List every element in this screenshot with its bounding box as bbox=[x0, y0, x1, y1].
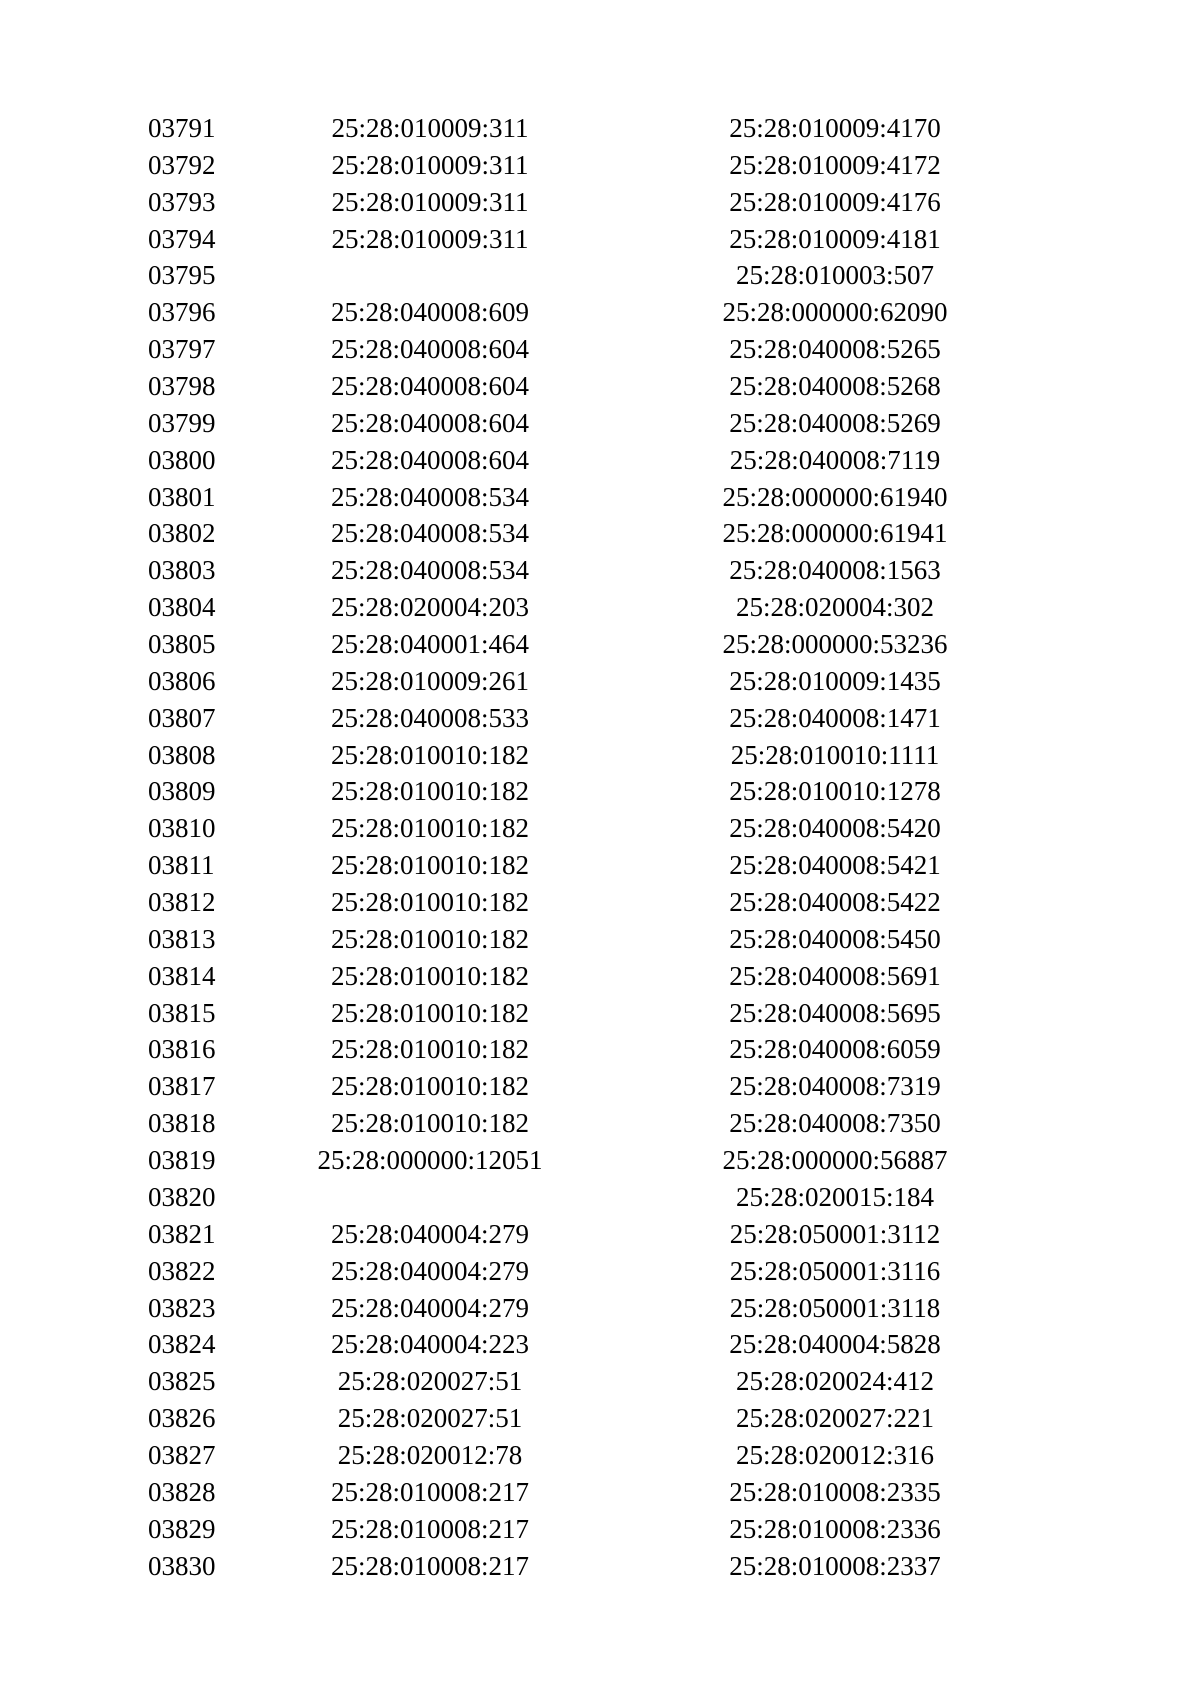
cadastral-number-child: 25:28:020027:221 bbox=[735, 1403, 934, 1434]
table-row bbox=[0, 1290, 1200, 1327]
row-number: 03800 bbox=[148, 444, 216, 475]
cadastral-number-parent: 25:28:010008:217 bbox=[330, 1513, 529, 1544]
cadastral-number-parent: 25:28:010009:311 bbox=[331, 223, 529, 254]
cadastral-number-child: 25:28:000000:61940 bbox=[722, 481, 948, 512]
cadastral-number-parent: 25:28:040008:534 bbox=[330, 481, 529, 512]
table-row bbox=[0, 257, 1200, 294]
cadastral-number-parent: 25:28:020012:78 bbox=[337, 1439, 523, 1470]
table-row bbox=[0, 995, 1200, 1032]
cadastral-number-parent: 25:28:020004:203 bbox=[330, 592, 529, 623]
table-row bbox=[0, 147, 1200, 184]
table-row bbox=[0, 958, 1200, 995]
table-row bbox=[0, 1068, 1200, 1105]
table-row bbox=[0, 1031, 1200, 1068]
table-row bbox=[0, 1142, 1200, 1179]
table-row bbox=[0, 589, 1200, 626]
row-number: 03802 bbox=[148, 518, 216, 549]
table-row bbox=[0, 1216, 1200, 1253]
cadastral-number-child: 25:28:010009:4170 bbox=[729, 113, 941, 143]
cadastral-number-child: 25:28:020024:412 bbox=[735, 1366, 934, 1397]
cadastral-number-child: 25:28:040008:7319 bbox=[729, 1071, 941, 1102]
table-row bbox=[0, 184, 1200, 221]
table-row bbox=[0, 1326, 1200, 1363]
cadastral-number-child: 25:28:040008:5450 bbox=[729, 923, 941, 954]
row-number: 03807 bbox=[148, 702, 216, 733]
cadastral-number-child: 25:28:040008:5269 bbox=[729, 407, 941, 438]
row-number: 03815 bbox=[148, 997, 216, 1028]
table-row bbox=[0, 110, 1200, 147]
table-row bbox=[0, 1400, 1200, 1437]
cadastral-number-parent: 25:28:020027:51 bbox=[337, 1366, 523, 1397]
table-row bbox=[0, 515, 1200, 552]
table-row bbox=[0, 884, 1200, 921]
cadastral-number-parent: 25:28:010010:182 bbox=[330, 887, 529, 918]
cadastral-number-child: 25:28:010009:1435 bbox=[729, 665, 941, 696]
cadastral-number-child: 25:28:010010:1111 bbox=[730, 739, 940, 770]
cadastral-number-child: 25:28:020015:184 bbox=[735, 1181, 934, 1212]
cadastral-number-child: 25:28:040008:5695 bbox=[729, 997, 941, 1028]
row-number: 03809 bbox=[148, 776, 216, 807]
cadastral-number-parent: 25:28:040008:604 bbox=[330, 444, 529, 475]
table-row bbox=[0, 1105, 1200, 1142]
table-row bbox=[0, 368, 1200, 405]
cadastral-number-child: 25:28:040008:5421 bbox=[729, 850, 941, 881]
row-number: 03825 bbox=[148, 1366, 216, 1397]
cadastral-number-parent: 25:28:010008:217 bbox=[330, 1476, 529, 1507]
table-row bbox=[0, 1511, 1200, 1548]
cadastral-number-child: 25:28:010008:2336 bbox=[729, 1513, 941, 1544]
cadastral-number-child: 25:28:000000:56887 bbox=[722, 1145, 948, 1176]
table-row bbox=[0, 331, 1200, 368]
cadastral-number-parent: 25:28:040004:223 bbox=[330, 1329, 529, 1360]
row-number: 03823 bbox=[148, 1292, 216, 1323]
cadastral-number-parent: 25:28:000000:12051 bbox=[317, 1145, 543, 1176]
row-number: 03817 bbox=[148, 1071, 216, 1102]
row-number: 03830 bbox=[148, 1550, 216, 1581]
row-number: 03803 bbox=[148, 555, 216, 586]
cadastral-number-parent: 25:28:010010:182 bbox=[330, 1071, 529, 1102]
cadastral-number-parent: 25:28:020027:51 bbox=[337, 1403, 523, 1434]
row-number: 03806 bbox=[148, 665, 216, 696]
table-row bbox=[0, 1179, 1200, 1216]
cadastral-number-child: 25:28:040008:6059 bbox=[729, 1034, 941, 1065]
table-row bbox=[0, 405, 1200, 442]
cadastral-number-parent: 25:28:040008:604 bbox=[330, 371, 529, 402]
cadastral-number-parent: 25:28:040008:604 bbox=[330, 334, 529, 365]
table-row bbox=[0, 921, 1200, 958]
row-number: 03812 bbox=[148, 887, 216, 918]
table-row bbox=[0, 1548, 1200, 1585]
table-row bbox=[0, 626, 1200, 663]
row-number: 03794 bbox=[148, 223, 216, 254]
row-number: 03821 bbox=[148, 1218, 216, 1249]
cadastral-number-parent: 25:28:040004:279 bbox=[330, 1292, 529, 1323]
cadastral-number-parent: 25:28:040008:534 bbox=[330, 518, 529, 549]
row-number: 03826 bbox=[148, 1403, 216, 1434]
cadastral-number-child: 25:28:000000:62090 bbox=[722, 297, 948, 328]
cadastral-number-child: 25:28:040008:1471 bbox=[729, 702, 941, 733]
cadastral-number-parent: 25:28:010008:217 bbox=[330, 1550, 529, 1581]
row-number: 03822 bbox=[148, 1255, 216, 1286]
cadastral-number-parent: 25:28:040008:604 bbox=[330, 407, 529, 438]
table-row bbox=[0, 1363, 1200, 1400]
cadastral-number-child: 25:28:040008:5265 bbox=[729, 334, 941, 365]
row-number: 03797 bbox=[148, 334, 216, 365]
table-row bbox=[0, 700, 1200, 737]
cadastral-number-parent: 25:28:040008:533 bbox=[330, 702, 529, 733]
cadastral-number-parent: 25:28:010010:182 bbox=[330, 850, 529, 881]
cadastral-number-child: 25:28:000000:61941 bbox=[722, 518, 948, 549]
row-number: 03816 bbox=[148, 1034, 216, 1065]
table-row bbox=[0, 847, 1200, 884]
cadastral-number-parent: 25:28:010010:182 bbox=[330, 739, 529, 770]
row-number: 03824 bbox=[148, 1329, 216, 1360]
cadastral-number-child: 25:28:010009:4181 bbox=[729, 223, 941, 254]
row-number: 03829 bbox=[148, 1513, 216, 1544]
row-number: 03791 bbox=[148, 113, 216, 143]
row-number: 03799 bbox=[148, 407, 216, 438]
row-number: 03819 bbox=[148, 1145, 216, 1176]
cadastral-number-parent: 25:28:010010:182 bbox=[330, 1108, 529, 1139]
cadastral-number-child: 25:28:050001:3118 bbox=[729, 1292, 941, 1323]
row-number: 03796 bbox=[148, 297, 216, 328]
cadastral-number-parent: 25:28:010010:182 bbox=[330, 813, 529, 844]
row-number: 03798 bbox=[148, 371, 216, 402]
cadastral-number-child: 25:28:040008:5422 bbox=[729, 887, 941, 918]
cadastral-number-child: 25:28:010008:2335 bbox=[729, 1476, 941, 1507]
cadastral-number-child: 25:28:040008:7119 bbox=[729, 444, 941, 475]
cadastral-number-child: 25:28:020004:302 bbox=[735, 592, 934, 623]
cadastral-number-child: 25:28:000000:53236 bbox=[722, 629, 948, 660]
cadastral-number-parent: 25:28:040001:464 bbox=[330, 629, 529, 660]
cadastral-number-parent: 25:28:040008:609 bbox=[330, 297, 529, 328]
cadastral-number-child: 25:28:040008:7350 bbox=[729, 1108, 941, 1139]
row-number: 03793 bbox=[148, 186, 216, 217]
cadastral-number-parent: 25:28:010009:311 bbox=[331, 186, 529, 217]
row-number: 03813 bbox=[148, 923, 216, 954]
table-row bbox=[0, 1474, 1200, 1511]
table-row bbox=[0, 552, 1200, 589]
row-number: 03820 bbox=[148, 1181, 216, 1212]
cadastral-number-child: 25:28:010009:4172 bbox=[729, 149, 941, 180]
table-row bbox=[0, 773, 1200, 810]
row-number: 03827 bbox=[148, 1439, 216, 1470]
cadastral-number-parent: 25:28:040004:279 bbox=[330, 1255, 529, 1286]
table-row bbox=[0, 221, 1200, 258]
cadastral-number-child: 25:28:040008:1563 bbox=[729, 555, 941, 586]
table-row bbox=[0, 1253, 1200, 1290]
row-number: 03805 bbox=[148, 629, 216, 660]
table-row bbox=[0, 442, 1200, 479]
cadastral-number-child: 25:28:040004:5828 bbox=[729, 1329, 941, 1360]
cadastral-number-child: 25:28:040008:5268 bbox=[729, 371, 941, 402]
table-row bbox=[0, 810, 1200, 847]
cadastral-number-parent: 25:28:010010:182 bbox=[330, 1034, 529, 1065]
row-number: 03795 bbox=[148, 260, 216, 291]
cadastral-number-child: 25:28:010003:507 bbox=[735, 260, 934, 291]
cadastral-number-child: 25:28:010008:2337 bbox=[729, 1550, 941, 1581]
cadastral-number-parent: 25:28:010010:182 bbox=[330, 997, 529, 1028]
cadastral-number-parent: 25:28:010009:311 bbox=[331, 149, 529, 180]
row-number: 03818 bbox=[148, 1108, 216, 1139]
table-row bbox=[0, 737, 1200, 774]
row-number: 03828 bbox=[148, 1476, 216, 1507]
cadastral-number-parent: 25:28:010010:182 bbox=[330, 923, 529, 954]
row-number: 03792 bbox=[148, 149, 216, 180]
cadastral-number-child: 25:28:040008:5691 bbox=[729, 960, 941, 991]
records-table bbox=[0, 110, 1200, 1584]
row-number: 03804 bbox=[148, 592, 216, 623]
cadastral-number-child: 25:28:050001:3116 bbox=[729, 1255, 941, 1286]
table-row bbox=[0, 479, 1200, 516]
cadastral-number-child: 25:28:040008:5420 bbox=[729, 813, 941, 844]
table-row bbox=[0, 294, 1200, 331]
cadastral-number-parent: 25:28:040008:534 bbox=[330, 555, 529, 586]
row-number: 03814 bbox=[148, 960, 216, 991]
cadastral-number-child: 25:28:010009:4176 bbox=[729, 186, 941, 217]
row-number: 03808 bbox=[148, 739, 216, 770]
cadastral-number-parent: 25:28:040004:279 bbox=[330, 1218, 529, 1249]
cadastral-number-child: 25:28:010010:1278 bbox=[729, 776, 941, 807]
row-number: 03810 bbox=[148, 813, 216, 844]
table-row bbox=[0, 1437, 1200, 1474]
cadastral-number-parent: 25:28:010009:311 bbox=[331, 113, 529, 143]
row-number: 03801 bbox=[148, 481, 216, 512]
table-row bbox=[0, 663, 1200, 700]
cadastral-number-parent: 25:28:010010:182 bbox=[330, 960, 529, 991]
cadastral-number-parent: 25:28:010009:261 bbox=[330, 665, 529, 696]
row-number: 03811 bbox=[148, 850, 215, 881]
cadastral-number-child: 25:28:020012:316 bbox=[735, 1439, 934, 1470]
cadastral-number-parent: 25:28:010010:182 bbox=[330, 776, 529, 807]
cadastral-number-child: 25:28:050001:3112 bbox=[729, 1218, 941, 1249]
